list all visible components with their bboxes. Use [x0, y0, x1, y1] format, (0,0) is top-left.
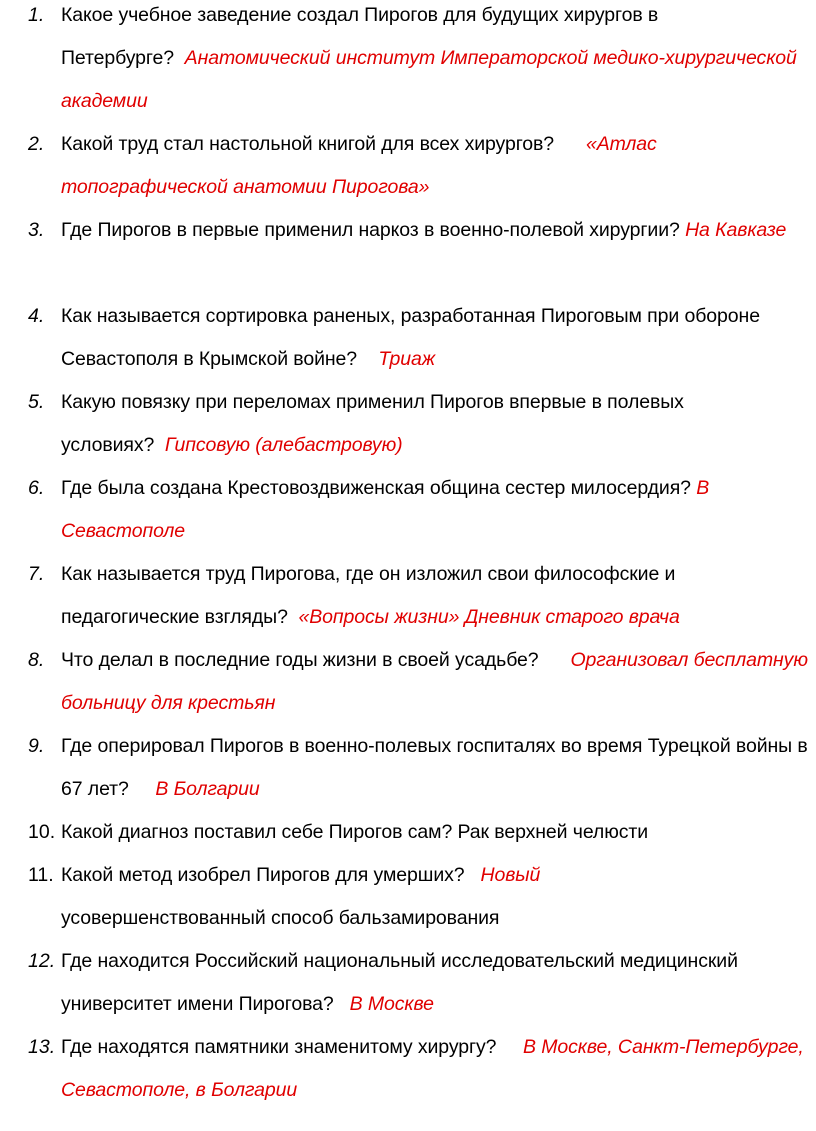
item-number: 6. — [28, 477, 45, 499]
question-text: Какой диагноз поставил себе Пирогов сам? — [61, 821, 453, 843]
answer-text: Рак верхней челюсти — [457, 821, 649, 843]
item-number: 2. — [28, 133, 45, 155]
answer-text: Анатомический институт Императорской медико-хирургической академии — [61, 47, 797, 112]
answer-text: На Кавказе — [685, 219, 787, 241]
list-item — [0, 854, 810, 940]
question-text: Какую повязку при переломах применил Пирогов впервые в полевых условиях? — [61, 391, 684, 456]
answer-text: Организовал бесплатную больницу для крестьян — [61, 649, 808, 714]
list-item — [0, 940, 810, 1026]
answer-text: «Вопросы жизни» Дневник старого врача — [298, 606, 680, 628]
answer-continuation-text: усовершенствованный способ бальзамирования — [61, 907, 500, 929]
answer-text: В Севастополе — [61, 477, 710, 542]
question-text: Где Пирогов в первые применил наркоз в военно-полевой хирургии? — [61, 219, 680, 241]
question-text: Что делал в последние годы жизни в своей усадьбе? — [61, 649, 539, 671]
question-text: Где оперировал Пирогов в военно-полевых госпиталях во время Турецкой войны в 67 лет? — [61, 735, 808, 800]
question-text: Какой труд стал настольной книгой для всех хирургов? — [61, 133, 555, 155]
question-text: Какой метод изобрел Пирогов для умерших? — [61, 864, 465, 886]
item-number: 1. — [28, 4, 45, 26]
answer-text: В Болгарии — [155, 778, 260, 800]
list-item — [0, 381, 810, 467]
item-number: 4. — [28, 305, 45, 327]
item-number: 5. — [28, 391, 45, 413]
list-item — [0, 209, 810, 252]
item-number: 13. — [28, 1036, 56, 1058]
list-item — [0, 639, 810, 725]
answer-text: Триаж — [378, 348, 436, 370]
list-item — [0, 467, 810, 553]
answer-text: Гипсовую (алебастровую) — [164, 434, 403, 456]
question-text: Как называется труд Пирогова, где он изложил свои философские и педагогические взгляды? — [61, 563, 676, 628]
list-item — [0, 295, 810, 381]
answer-text: В Москве — [349, 993, 434, 1015]
item-number: 8. — [28, 649, 45, 671]
list-item — [0, 1026, 810, 1112]
answer-text: «Атлас топографической анатомии Пирогова» — [61, 133, 657, 198]
item-number: 9. — [28, 735, 45, 757]
answer-text: В Москве, Санкт-Петербурге, Севастополе, в Болгарии — [61, 1036, 804, 1101]
question-text: Где была создана Крестовоздвиженская община сестер милосердия? — [61, 477, 691, 499]
list-item — [0, 553, 810, 639]
item-number: 7. — [28, 563, 45, 585]
item-number: 11. — [28, 864, 54, 886]
item-number: 10. — [28, 821, 56, 843]
list-item — [0, 123, 810, 209]
question-text: Где находятся памятники знаменитому хирургу? — [61, 1036, 497, 1058]
list-item — [0, 811, 810, 854]
answer-text: Новый — [480, 864, 541, 886]
list-item — [0, 725, 810, 811]
question-text: Где находится Российский национальный исследовательский медицинский университет имени Пирогова? — [61, 950, 738, 1015]
list-item — [0, 0, 810, 123]
item-number: 3. — [28, 219, 45, 241]
question-text: Какое учебное заведение создал Пирогов для будущих хирургов в Петербурге? — [61, 4, 659, 69]
question-text: Как называется сортировка раненых, разработанная Пироговым при обороне Севастополя в Крымской войне? — [61, 305, 760, 370]
item-number: 12. — [28, 950, 56, 972]
